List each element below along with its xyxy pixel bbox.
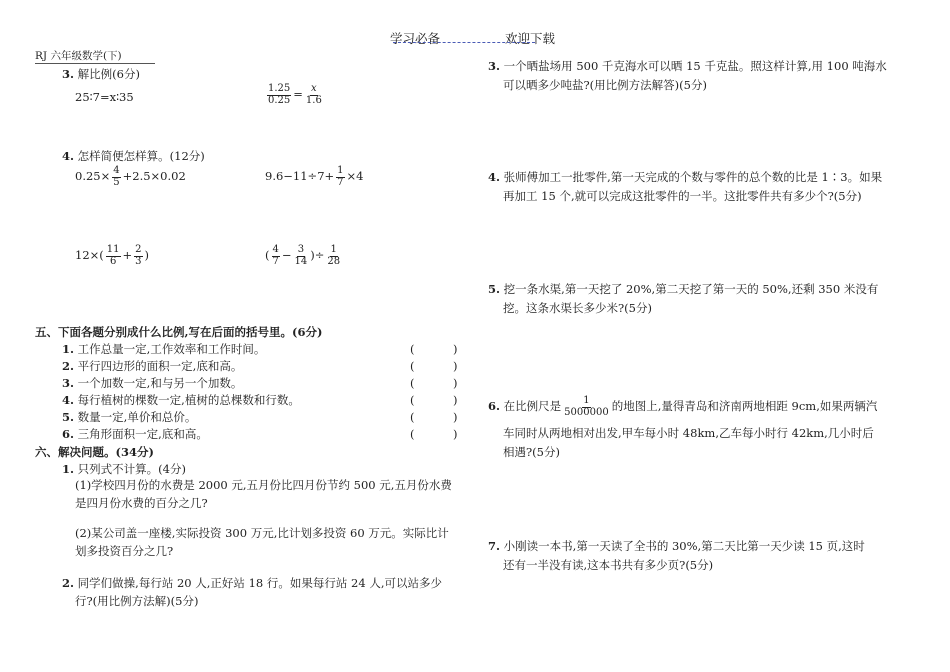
sec5-answer-paren-4[interactable]: ( )	[410, 393, 459, 407]
sec5-item-3: 3. 一个加数一定,和与另一个加数。	[62, 376, 243, 390]
header-dashed-underline	[393, 42, 535, 43]
sec5-item-6: 6. 三角形面积一定,底和高。	[62, 427, 208, 441]
q4-expression-2: 9.6−11÷7+ $\frac{1}{7}$ ×4	[265, 165, 364, 188]
q4-number: 4.	[62, 149, 75, 163]
sec6-q2-line1: 2. 同学们做操,每行站 20 人,正好站 18 行。如果每行站 24 人,可以站多少	[62, 576, 442, 590]
sec5-answer-paren-1[interactable]: ( )	[410, 342, 459, 356]
right-q6-line1: 6. 在比例尺是 $\frac{1}{5000000}$ 的地图上,量得青岛和济南两地相距 9cm,如果两辆汽	[488, 395, 878, 418]
fraction: $\frac{1}{7}$	[337, 165, 344, 188]
q3-title: 解比例(6分)	[77, 67, 140, 81]
sec5-item-5: 5. 数量一定,单价和总价。	[62, 410, 197, 424]
right-q6-line3: 相遇?(5分)	[503, 445, 560, 459]
sec6-q1-heading: 1. 只列式不计算。(4分)	[62, 462, 186, 476]
sec5-answer-paren-3[interactable]: ( )	[410, 376, 459, 390]
sec5-answer-paren-5[interactable]: ( )	[410, 410, 459, 424]
right-q6-line2: 车同时从两地相对出发,甲车每小时 48km,乙车每小时行 42km,几小时后	[503, 426, 874, 440]
sec5-item-2: 2. 平行四边形的面积一定,底和高。	[62, 359, 243, 373]
q3-equation-2: $\frac{1.25}{0.25}$ = $\frac{x}{1.6}$	[268, 83, 322, 106]
right-q3-line2: 可以晒多少吨盐?(用比例方法解答)(5分)	[503, 78, 707, 92]
fraction: $\frac{4}{5}$	[113, 165, 120, 188]
header-left-text: 学习必备	[390, 31, 441, 46]
right-q5-line2: 挖。这条水渠长多少米?(5分)	[503, 301, 652, 315]
subheader-underline	[35, 63, 155, 64]
right-q7-line2: 还有一半没有读,这本书共有多少页?(5分)	[503, 558, 714, 572]
fraction: $\frac{11}{6}$	[106, 244, 120, 267]
fraction: $\frac{1}{5000000}$	[564, 395, 609, 418]
fraction: $\frac{x}{1.6}$	[305, 83, 322, 106]
q4-title: 怎样简便怎样算。(12分)	[77, 149, 205, 163]
right-q4-line1: 4. 张师傅加工一批零件,第一天完成的个数与零件的总个数的比是 1∶3。如果	[488, 170, 883, 184]
fraction: $\frac{3}{14}$	[294, 244, 308, 267]
sec6-q1-part2-line1: (2)某公司盖一座楼,实际投资 300 万元,比计划多投资 60 万元。实际比计	[75, 526, 449, 540]
right-q3-line1: 3. 一个晒盐场用 500 千克海水可以晒 15 千克盐。照这样计算,用 100 吨海水	[488, 59, 887, 73]
fraction: $\frac{2}{3}$	[135, 244, 142, 267]
q4-expression-3: 12×( $\frac{11}{6}$ + $\frac{2}{3}$ )	[75, 244, 150, 267]
q3-equation-1: 25∶7=x∶35	[75, 90, 134, 104]
fraction: $\frac{1.25}{0.25}$	[268, 83, 291, 106]
sec6-q2-line2: 行?(用比例方法解)(5分)	[75, 594, 199, 608]
fraction: $\frac{1}{28}$	[327, 244, 341, 267]
header-right-text: 欢迎下载	[505, 31, 556, 46]
sec6-q1-part1-line1: (1)学校四月份的水费是 2000 元,五月份比四月份节约 500 元,五月份水费	[75, 478, 452, 492]
subheader: RJ 六年级数学(下)	[35, 50, 122, 62]
sec5-item-4: 4. 每行植树的棵数一定,植树的总棵数和行数。	[62, 393, 300, 407]
q3-heading	[62, 68, 140, 82]
q4-heading	[62, 150, 205, 164]
sec5-answer-paren-6[interactable]: ( )	[410, 427, 459, 441]
section-5-title: 五、下面各题分别成什么比例,写在后面的括号里。(6分)	[35, 325, 323, 339]
sec5-answer-paren-2[interactable]: ( )	[410, 359, 459, 373]
fraction: $\frac{4}{7}$	[272, 244, 279, 267]
q4-expression-1: 0.25× $\frac{4}{5}$ +2.5×0.02	[75, 165, 186, 188]
right-q4-line2: 再加工 15 个,就可以完成这批零件的一半。这批零件共有多少个?(5分)	[503, 189, 862, 203]
sec5-item-1: 1. 工作总量一定,工作效率和工作时间。	[62, 342, 266, 356]
q3-number: 3.	[62, 67, 75, 81]
right-q5-line1: 5. 挖一条水渠,第一天挖了 20%,第二天挖了第一天的 50%,还剩 350 米没有	[488, 282, 879, 296]
sec6-q1-part2-line2: 划多投资百分之几?	[75, 544, 174, 558]
q4-expression-4: ( $\frac{4}{7}$ − $\frac{3}{14}$ )÷ $\frac{1}{28}$	[265, 244, 341, 267]
sec6-q1-part1-line2: 是四月份水费的百分之几?	[75, 496, 208, 510]
section-6-title: 六、解决问题。(34分)	[35, 445, 154, 459]
right-q7-line1: 7. 小刚读一本书,第一天读了全书的 30%,第二天比第一天少读 15 页,这时	[488, 539, 865, 553]
